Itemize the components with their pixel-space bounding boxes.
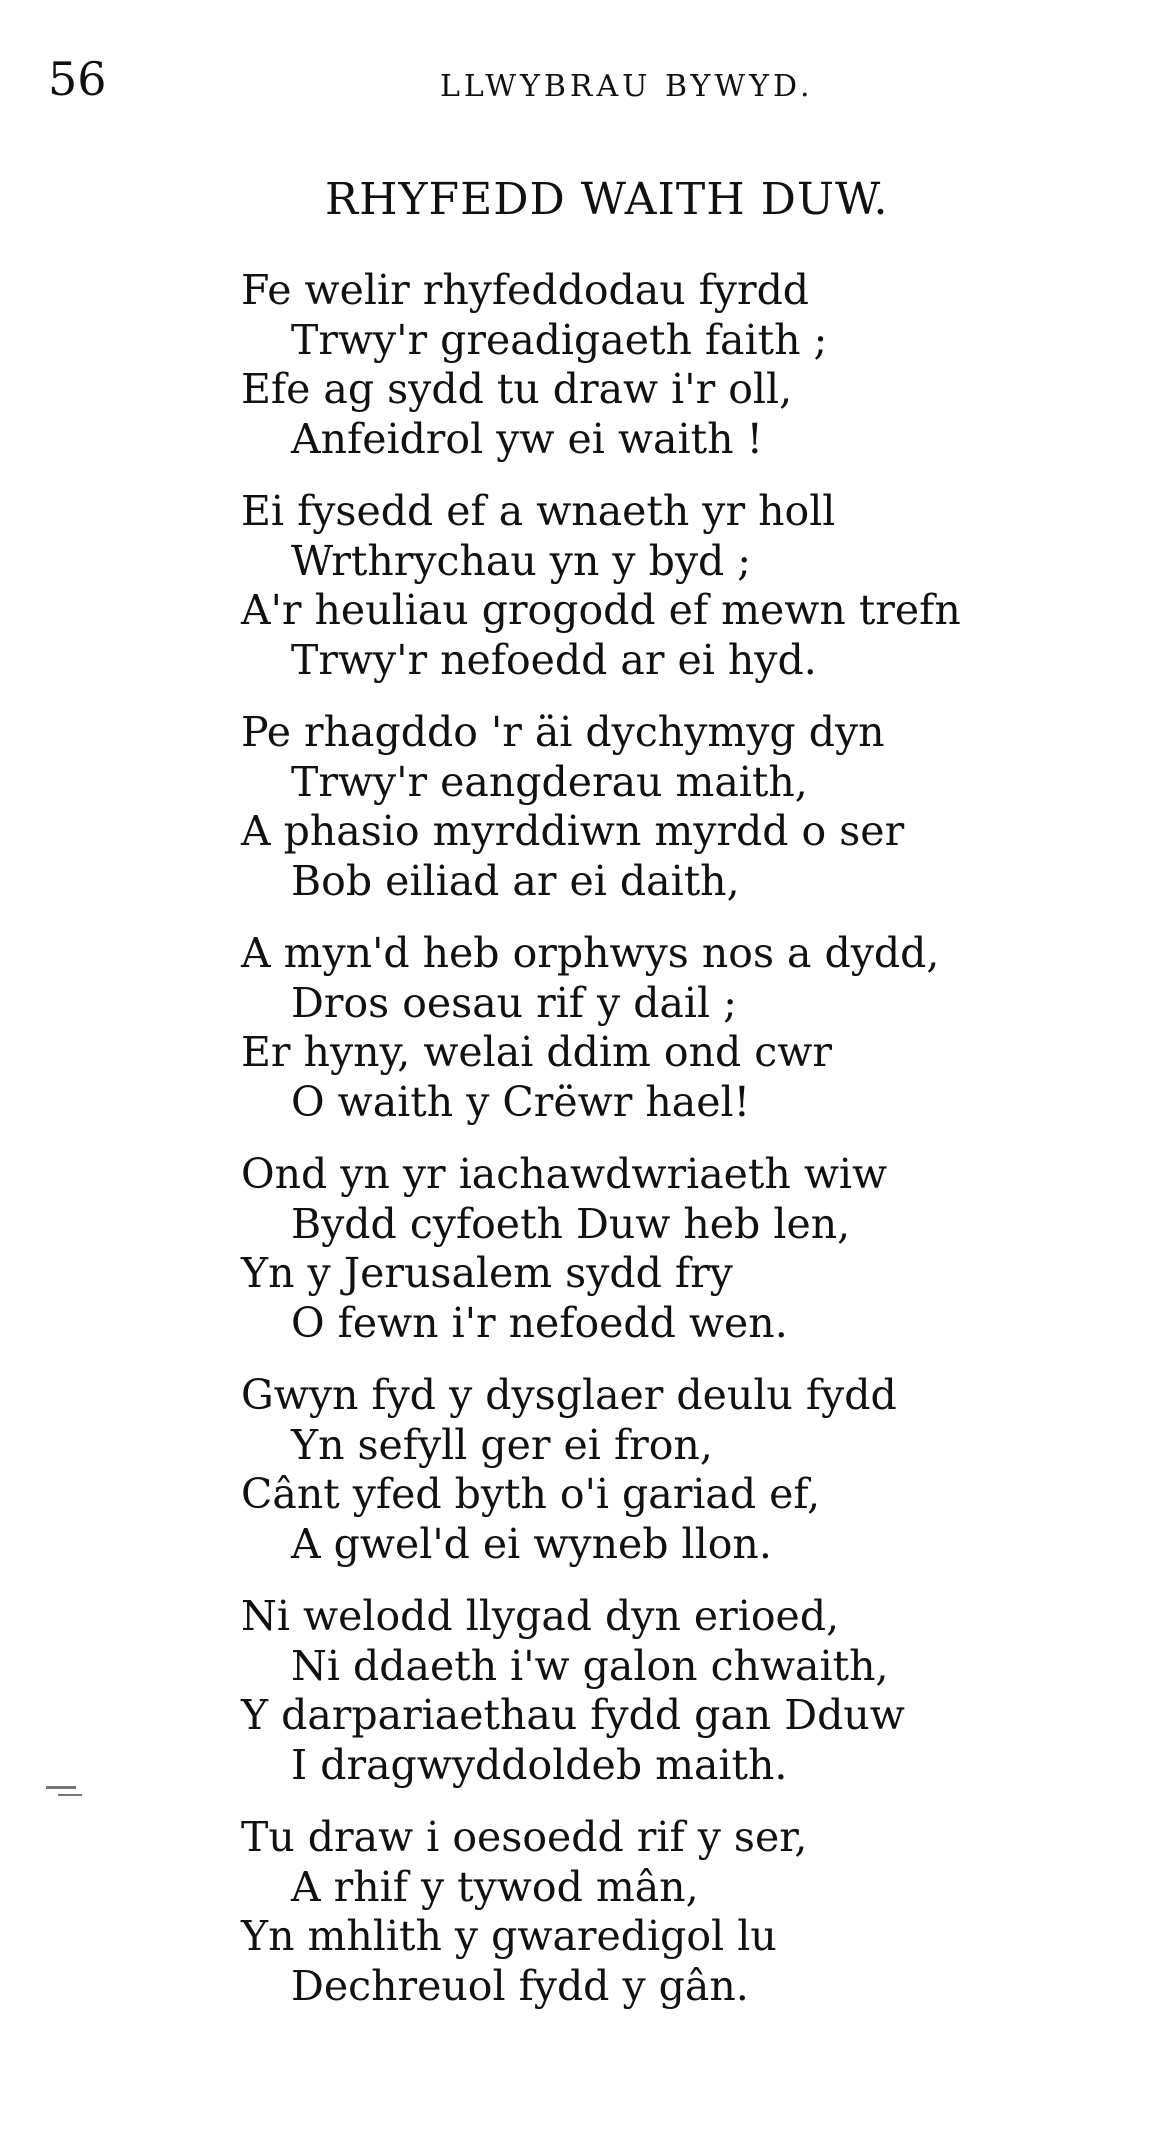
poem-line: Anfeidrol yw ei waith ! <box>291 414 763 463</box>
poem-line: Bydd cyfoeth Duw heb len, <box>291 1199 851 1248</box>
poem-line: A phasio myrddiwn myrdd o ser <box>241 807 905 855</box>
poem-line: Ni ddaeth i'w galon chwaith, <box>291 1641 889 1690</box>
poem-line: Bob eiliad ar ei daith, <box>291 856 740 905</box>
poem-title: RHYFEDD WAITH DUW. <box>325 174 889 225</box>
poem-line: Yn sefyll ger ei fron, <box>291 1420 713 1469</box>
poem-line: Ni welodd llygad dyn erioed, <box>241 1592 840 1640</box>
poem-line: Trwy'r greadigaeth faith ; <box>291 315 828 364</box>
poem-line: Ei fysedd ef a wnaeth yr holl <box>241 487 836 535</box>
scan-speck <box>46 1786 76 1789</box>
poem-line: Cânt yfed byth o'i gariad ef, <box>241 1470 821 1518</box>
poem-line: O waith y Crëwr hael! <box>291 1077 751 1126</box>
poem-line: Y darpariaethau fydd gan Dduw <box>241 1691 905 1739</box>
poem-line: Dros oesau rif y dail ; <box>291 978 737 1027</box>
poem-line: Trwy'r eangderau maith, <box>291 757 808 806</box>
poem-line: Er hyny, welai ddim ond cwr <box>241 1028 832 1076</box>
poem-line: Yn mhlith y gwaredigol lu <box>241 1912 777 1960</box>
running-title: LLWYBRAU BYWYD. <box>440 69 814 104</box>
stanza-5 <box>241 1150 1121 1348</box>
stanza-6 <box>241 1371 1121 1569</box>
stanza-4 <box>241 929 1121 1127</box>
poem-line: Trwy'r nefoedd ar ei hyd. <box>291 635 817 684</box>
stanza-1 <box>241 266 1121 464</box>
poem-line: A myn'd heb orphwys nos a dydd, <box>241 929 940 977</box>
poem-line: Wrthrychau yn y byd ; <box>291 536 752 585</box>
poem-line: A'r heuliau grogodd ef mewn trefn <box>241 586 961 634</box>
poem-line: Dechreuol fydd y gân. <box>291 1961 749 2010</box>
stanza-2 <box>241 487 1121 685</box>
poem-line: A rhif y tywod mân, <box>291 1862 699 1911</box>
poem-line: I dragwyddoldeb maith. <box>291 1740 788 1789</box>
poem-line: O fewn i'r nefoedd wen. <box>291 1298 788 1347</box>
poem-line: Ond yn yr iachawdwriaeth wiw <box>241 1150 888 1198</box>
poem-line: Efe ag sydd tu draw i'r oll, <box>241 365 793 413</box>
poem-line: Tu draw i oesoedd rif y ser, <box>241 1813 808 1861</box>
scan-speck <box>58 1794 82 1796</box>
poem-line: Pe rhagddo 'r äi dychymyg dyn <box>241 708 885 756</box>
stanza-8 <box>241 1813 1121 2011</box>
poem-line: A gwel'd ei wyneb llon. <box>291 1519 772 1568</box>
poem-line: Gwyn fyd y dysglaer deulu fydd <box>241 1371 897 1419</box>
poem-line: Fe welir rhyfeddodau fyrdd <box>241 266 810 314</box>
poem-body <box>241 266 1121 2034</box>
page-number: 56 <box>48 52 107 106</box>
poem-line: Yn y Jerusalem sydd fry <box>241 1249 733 1297</box>
stanza-7 <box>241 1592 1121 1790</box>
stanza-3 <box>241 708 1121 906</box>
